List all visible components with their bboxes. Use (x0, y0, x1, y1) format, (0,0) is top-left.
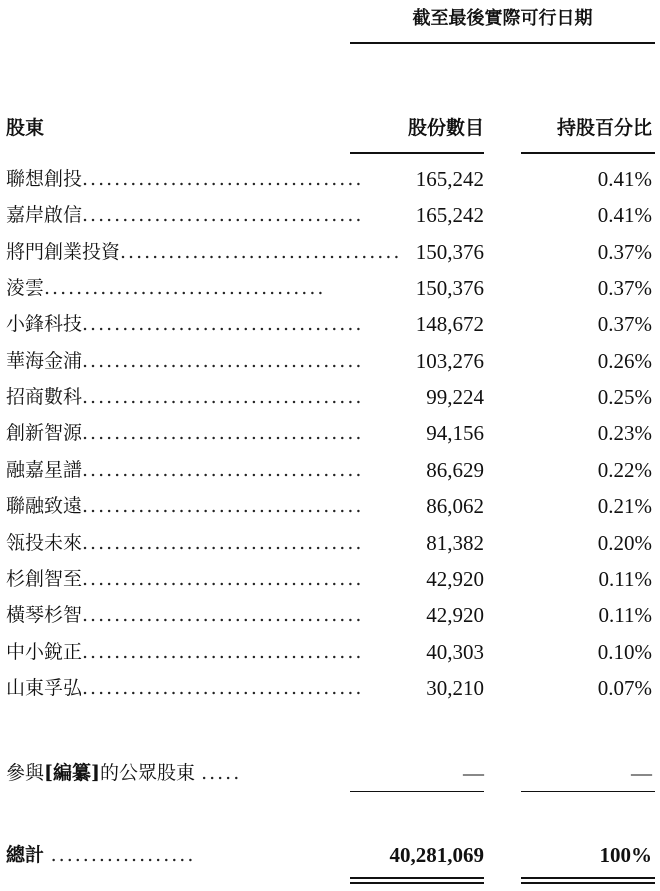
shareholder-name-text: 聯融致遠 (6, 495, 83, 517)
table-row (0, 564, 660, 594)
public-shareholders-label: 參與[編纂]的公眾股東 ..... (6, 762, 242, 784)
shares-cell: 103,276 (415, 349, 484, 373)
table-row (0, 273, 660, 303)
shareholder-name (6, 164, 364, 194)
shareholder-name (6, 237, 402, 267)
leader-dots: ................................... (82, 168, 364, 190)
leader-dots: ................................... (82, 459, 364, 481)
leader-dots: ................................... (82, 350, 364, 372)
table-row (0, 637, 660, 667)
column-header-rule-shares (350, 152, 484, 154)
table-row (0, 600, 660, 630)
total-label: 總計 .................. (6, 844, 196, 866)
percentage-cell: 0.37% (597, 240, 652, 264)
table-row (0, 164, 660, 194)
total-double-rule-top-shares (350, 877, 484, 879)
shares-cell: 30,210 (426, 676, 484, 700)
leader-dots: ................................... (44, 277, 326, 299)
shares-cell: 99,224 (426, 385, 484, 409)
column-header-percentage: 持股百分比 (556, 117, 652, 139)
total-double-rule-bottom-percentage (521, 882, 655, 884)
shareholder-name-text: 聯想創投 (6, 168, 83, 190)
subtotal-rule-percentage (521, 791, 655, 792)
percentage-cell: 0.21% (597, 494, 652, 518)
leader-dots: ................................... (82, 313, 364, 335)
table-row (0, 346, 660, 376)
shareholder-name-text: 嘉岸啟信 (6, 204, 83, 226)
shareholder-name (6, 600, 364, 630)
subtotal-rule-shares (350, 791, 484, 792)
shares-cell: 42,920 (426, 567, 484, 591)
shareholder-name-text: 中小銳正 (6, 641, 83, 663)
public-shareholders-shares: — (463, 761, 484, 785)
shares-cell: 40,303 (426, 640, 484, 664)
percentage-cell: 0.41% (597, 203, 652, 227)
total-shares: 40,281,069 (389, 843, 484, 867)
column-header-shareholder: 股東 (6, 117, 45, 139)
table-row (0, 418, 660, 448)
shareholder-name-text: 瓴投未來 (6, 532, 83, 554)
shares-cell: 81,382 (426, 531, 484, 555)
shares-cell: 165,242 (415, 167, 484, 191)
shareholder-name-text: 招商數科 (6, 386, 83, 408)
shareholder-name (6, 273, 326, 303)
shareholder-name (6, 418, 364, 448)
shareholder-name (6, 491, 364, 521)
leader-dots: ................................... (82, 386, 364, 408)
percentage-cell: 0.25% (597, 385, 652, 409)
table-row (0, 673, 660, 703)
leader-dots: ................................... (120, 241, 402, 263)
shares-cell: 86,062 (426, 494, 484, 518)
shares-cell: 150,376 (415, 276, 484, 300)
table-row (0, 309, 660, 339)
leader-dots: ................................... (82, 641, 364, 663)
percentage-cell: 0.41% (597, 167, 652, 191)
shareholder-name (6, 528, 364, 558)
leader-dots: ................................... (82, 495, 364, 517)
table-row (0, 382, 660, 412)
total-double-rule-bottom-shares (350, 882, 484, 884)
percentage-cell: 0.10% (597, 640, 652, 664)
total-double-rule-top-percentage (521, 877, 655, 879)
percentage-cell: 0.11% (598, 603, 652, 627)
table-row (0, 455, 660, 485)
shareholder-name (6, 455, 364, 485)
shareholder-name (6, 564, 364, 594)
shareholder-name-text: 橫琴杉智 (6, 604, 83, 626)
shareholder-name (6, 382, 364, 412)
column-header-rule-percentage (521, 152, 655, 154)
shareholder-name-text: 將門創業投資 (6, 241, 121, 263)
leader-dots: ................................... (82, 568, 364, 590)
table-row (0, 200, 660, 230)
shareholder-name-text: 小鋒科技 (6, 313, 83, 335)
percentage-cell: 0.23% (597, 421, 652, 445)
percentage-cell: 0.26% (597, 349, 652, 373)
leader-dots: ................................... (82, 677, 364, 699)
shareholder-name-text: 創新智源 (6, 422, 83, 444)
shareholder-name-text: 融嘉星譜 (6, 459, 83, 481)
shareholder-name (6, 637, 364, 667)
public-shareholders-row (0, 758, 660, 788)
group-header: 截至最後實際可行日期 (412, 8, 593, 29)
column-header-shares: 股份數目 (407, 117, 484, 139)
table-row (0, 491, 660, 521)
leader-dots: ................................... (82, 532, 364, 554)
percentage-cell: 0.37% (597, 312, 652, 336)
leader-dots: ................................... (82, 204, 364, 226)
shares-cell: 94,156 (426, 421, 484, 445)
shareholder-name-text: 山東孚弘 (6, 677, 83, 699)
shareholder-name (6, 346, 364, 376)
percentage-cell: 0.37% (597, 276, 652, 300)
shares-cell: 148,672 (415, 312, 484, 336)
percentage-cell: 0.07% (597, 676, 652, 700)
table-row (0, 237, 660, 267)
shares-cell: 165,242 (415, 203, 484, 227)
leader-dots: ................................... (82, 604, 364, 626)
leader-dots: ................................... (82, 422, 364, 444)
total-row (0, 840, 660, 870)
percentage-cell: 0.11% (598, 567, 652, 591)
shares-cell: 42,920 (426, 603, 484, 627)
public-shareholders-percentage: — (631, 761, 652, 785)
shares-cell: 150,376 (415, 240, 484, 264)
shareholder-name-text: 淩雲 (6, 277, 45, 299)
total-percentage: 100% (599, 843, 652, 867)
table-row (0, 528, 660, 558)
percentage-cell: 0.22% (597, 458, 652, 482)
group-header-rule (350, 42, 655, 44)
percentage-cell: 0.20% (597, 531, 652, 555)
shares-cell: 86,629 (426, 458, 484, 482)
shareholder-name-text: 杉創智至 (6, 568, 83, 590)
shareholder-name (6, 309, 364, 339)
shareholder-name (6, 673, 364, 703)
shareholder-name (6, 200, 364, 230)
shareholder-name-text: 華海金浦 (6, 350, 83, 372)
